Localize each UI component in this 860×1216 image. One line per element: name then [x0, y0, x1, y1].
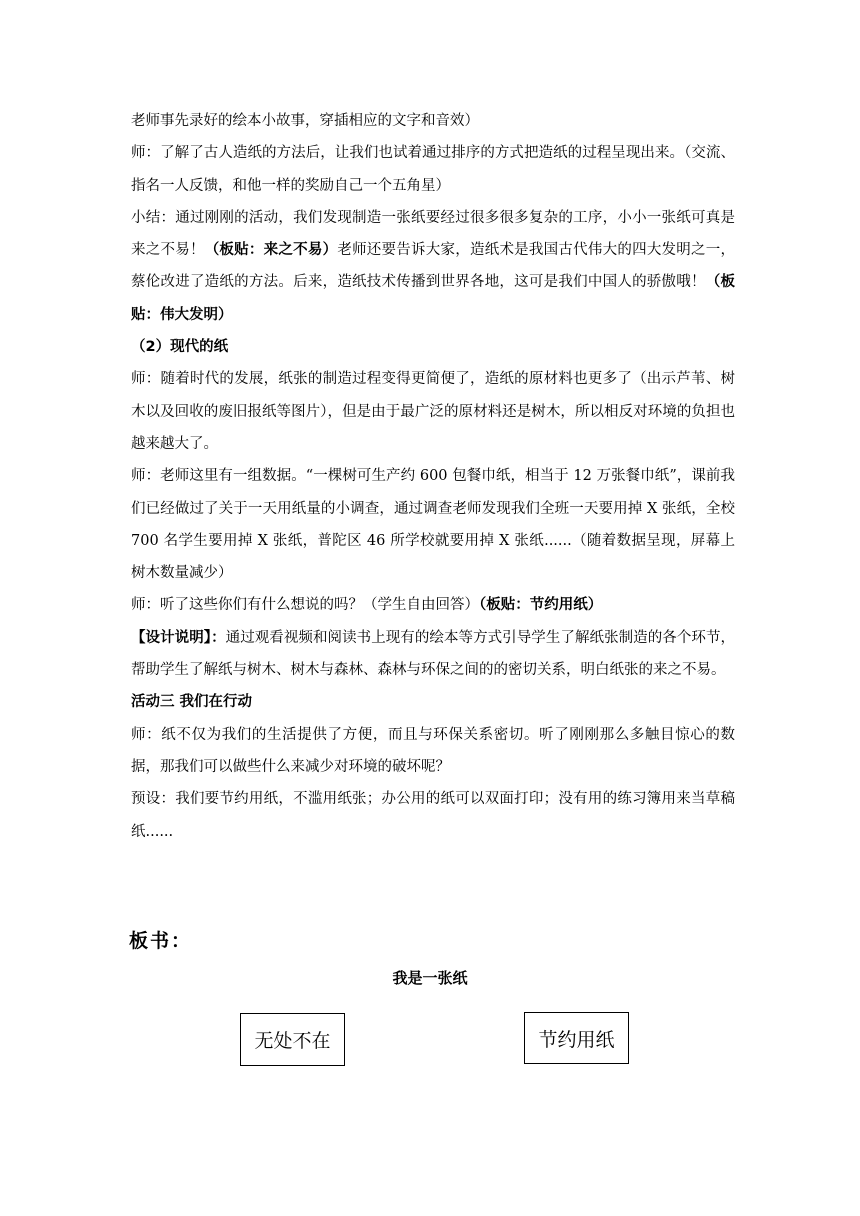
design-note: [131, 622, 735, 687]
paragraph-summary: [131, 202, 735, 331]
paragraph-1: 老师事先录好的绘本小故事，穿插相应的文字和音效）: [131, 113, 479, 129]
paragraph-5: 师：老师这里有一组数据。“一棵树可生产约 600 包餐巾纸，相当于 12 万张餐巾纸”，课前我们已经做过了关于一天用纸量的小调查，通过调查老师发现我们全班一天要用掉 X 张纸，全校 700 名学生要用掉 X 张纸，普陀区 46 所学校就要用掉 X 张纸......（随着数据呈现，屏幕上树木数量减少）: [131, 468, 735, 582]
paragraph-6: [131, 589, 735, 621]
design-note-label: 【设计说明】：: [131, 629, 226, 646]
paragraph-9: 预设：我们要节约用纸，不滥用纸张；办公用的纸可以双面打印；没有用的练习簿用来当草稿纸......: [131, 791, 735, 840]
paragraph-8: 师：纸不仅为我们的生活提供了方便，而且与环保关系密切。听了刚刚那么多触目惊心的数据，那我们可以做些什么来减少对环境的破坏呢？: [131, 726, 735, 775]
board-center-title: 我是一张纸: [392, 969, 468, 987]
summary-text-c: 老师还要告诉大家，造纸术是我国古代伟大的四大发明之一，蔡伦改进了造纸的方法。后来，造纸技术传播到世界各地，这可是我们中国人的骄傲哦！: [131, 242, 736, 291]
board-note-weidafaming: （板贴：伟大发明）: [131, 274, 736, 323]
board-card-left: 无处不在: [240, 1013, 345, 1066]
summary-text-a: 小结：通过刚刚的活动，我们发现制造一张纸要经过很多很多复杂的工序，小小一张纸可真是来之不易！: [131, 209, 735, 259]
board-title: 板书：: [129, 930, 193, 952]
paragraph-2: 师：了解了古人造纸的方法后，让我们也试着通过排序的方式把造纸的过程呈现出来。（交流、指名一人反馈，和他一样的奖励自己一个五角星）: [131, 145, 735, 194]
design-note-text: 通过观看视频和阅读书上现有的绘本等方式引导学生了解纸张制造的各个环节，帮助学生了解纸与树木、树木与森林、森林与环保之间的的密切关系，明白纸张的来之不易。: [131, 629, 736, 679]
paragraph-4: 师：随着时代的发展，纸张的制造过程变得更简便了，造纸的原材料也更多了（出示芦苇、树木以及回收的废旧报纸等图片），但是由于最广泛的原材料还是树木，所以相反对环境的负担也越来越大了。: [131, 371, 735, 452]
heading-activity-3: 活动三 我们在行动: [131, 694, 253, 711]
board-note-jieyueyongzhi: （板贴：节约用纸）: [479, 597, 603, 614]
heading-modern-paper: （2）现代的纸: [131, 339, 229, 356]
board-note-laizhibuyi: （板贴：来之不易）: [204, 242, 338, 259]
board-card-right: 节约用纸: [524, 1012, 629, 1064]
question-text: 师：听了这些你们有什么想说的吗？（学生自由回答）: [131, 597, 479, 614]
lesson-text: [131, 105, 735, 848]
